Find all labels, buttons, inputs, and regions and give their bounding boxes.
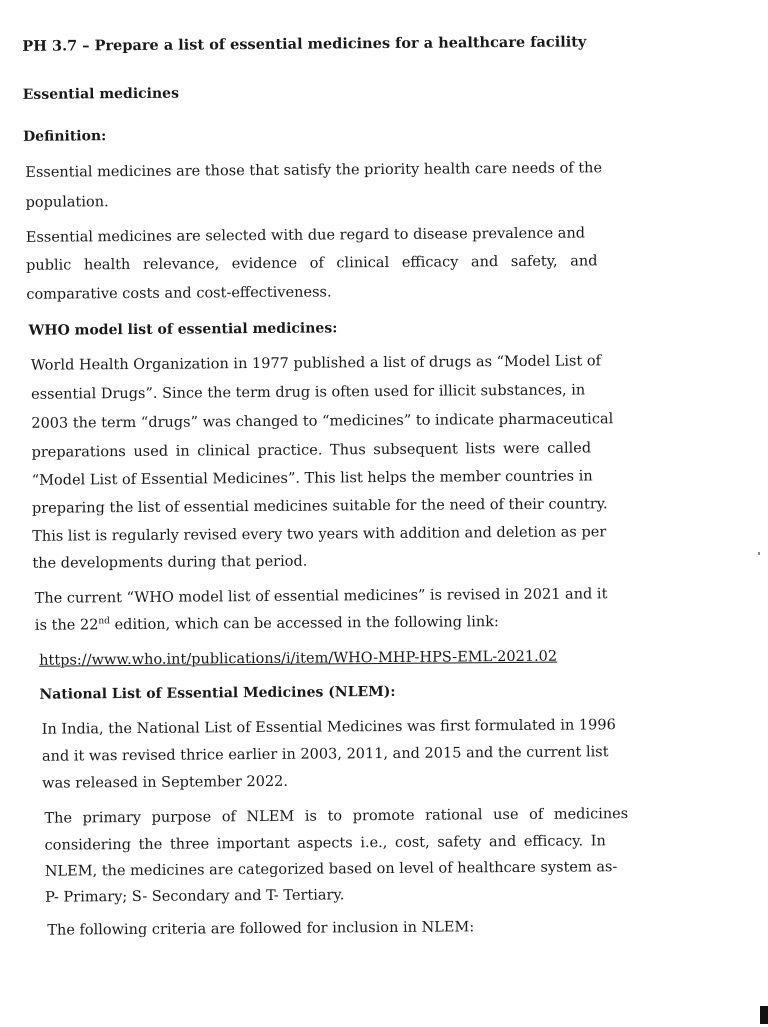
- text-span: edition, which can be accessed in the following link:: [109, 614, 499, 634]
- section-heading: Essential medicines: [22, 85, 180, 103]
- paragraph-line: Essential medicines are those that satisfy the priority health care needs of the: [25, 160, 603, 181]
- paragraph-line: population.: [25, 194, 109, 211]
- paragraph-line: comparative costs and cost-effectiveness.: [26, 284, 332, 303]
- superscript: nd: [98, 616, 110, 627]
- paragraph-line: Essential medicines are selected with due regard to disease prevalence and: [25, 225, 586, 246]
- paragraph-line: NLEM, the medicines are categorized based on level of healthcare system as-: [44, 859, 618, 880]
- paragraph-line: preparing the list of essential medicines suitable for the need of their country.: [31, 496, 608, 517]
- paragraph-line: The primary purpose of NLEM is to promote rational use of medicines: [44, 806, 629, 827]
- paragraph-line: 2003 the term “drugs” was changed to “medicines” to indicate pharmaceutical: [31, 411, 614, 432]
- who-heading: WHO model list of essential medicines:: [28, 320, 338, 339]
- paragraph-line: P- Primary; S- Secondary and T- Tertiary.: [44, 887, 345, 906]
- paragraph-line: and it was revised thrice earlier in 2003, 2011, and 2015 and the current list: [41, 744, 609, 765]
- text-span: is the 22: [34, 617, 99, 634]
- paragraph-line: considering the three important aspects i.e., cost, safety and efficacy. In: [44, 833, 606, 854]
- paragraph-line: In India, the National List of Essential Medicines was first formulated in 1996: [41, 717, 616, 738]
- paragraph-line: the developments during that period.: [32, 553, 308, 572]
- paragraph-line: The current “WHO model list of essential medicines” is revised in 2021 and it: [34, 586, 608, 607]
- paragraph-line: The following criteria are followed for inclusion in NLEM:: [47, 919, 475, 939]
- document-title: PH 3.7 – Prepare a list of essential medicines for a healthcare facility: [22, 33, 587, 55]
- nlem-heading: National List of Essential Medicines (NLEM):: [39, 683, 396, 703]
- scan-speck: [758, 552, 760, 555]
- paragraph-line: “Model List of Essential Medicines”. This list helps the member countries in: [31, 468, 593, 489]
- paragraph-line: essential Drugs”. Since the term drug is often used for illicit substances, in: [31, 382, 586, 403]
- paragraph-line: World Health Organization in 1977 published a list of drugs as “Model List of: [30, 353, 602, 374]
- definition-heading: Definition:: [23, 128, 107, 145]
- paragraph-line: was released in September 2022.: [42, 773, 289, 792]
- scan-edge-mark: [760, 1006, 768, 1024]
- paragraph-line: This list is regularly revised every two years with addition and deletion as per: [32, 524, 607, 545]
- paragraph-line: preparations used in clinical practice. Thus subsequent lists were called: [31, 440, 592, 461]
- paragraph-line: [35, 612, 499, 636]
- who-eml-link[interactable]: https://www.who.int/publications/i/item/WHO-MHP-HPS-EML-2021.02: [39, 648, 558, 669]
- paragraph-line: public health relevance, evidence of clinical efficacy and safety, and: [26, 253, 598, 274]
